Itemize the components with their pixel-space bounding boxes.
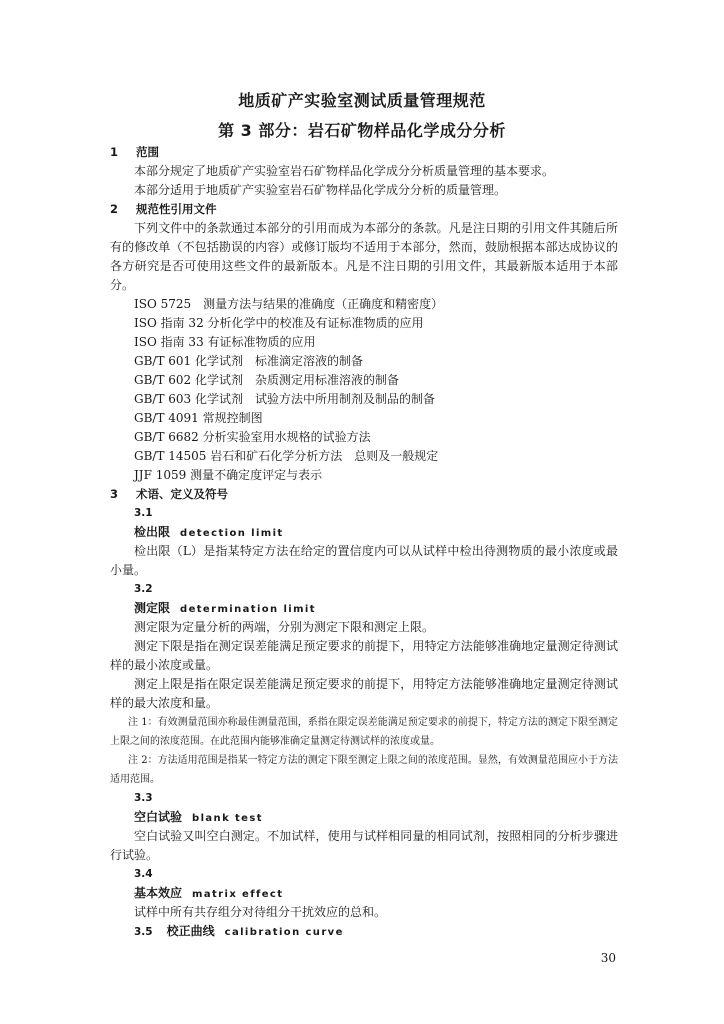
section-title: 术语、定义及符号 [136,487,228,501]
term-zh: 校正曲线 [166,924,215,938]
term-number: 3.4 [134,868,153,880]
section-title: 规范性引用文件 [136,202,217,216]
term-zh: 检出限 [134,525,171,539]
document-title: 地质矿产实验室测试质量管理规范 [238,91,486,110]
term-definition: 测定下限是指在测定误差能满足预定要求的前提下，用特定方法能够准确地定量测定待测试样的最小浓度或量。 [110,639,618,672]
term-number: 3.3 [134,792,153,804]
reference-item: JJF 1059 测量不确定度评定与表示 [134,468,323,482]
reference-item: ISO 指南 33 有证标准物质的应用 [134,335,316,349]
reference-item: GB/T 603 化学试剂 试验方法中所用制剂及制品的制备 [134,392,435,406]
term-definition: 空白试验又叫空白测定。不加试样，使用与试样相同量的相同试剂，按照相同的分析步骤进行试验。 [110,829,618,862]
reference-item: ISO 5725 测量方法与结果的准确度（正确度和精密度） [134,297,444,311]
term-heading [110,808,618,827]
term-en: blank test [192,813,263,824]
term-zh: 空白试验 [134,810,183,824]
document-subtitle: 第 3 部分：岩石矿物样品化学成分分析 [218,121,506,140]
term-number: 3.1 [134,507,153,519]
note: 注 2：方法适用范围是指某一特定方法的测定下限至测定上限之间的浓度范围。显然，有效测量范围应小于方法适用范围。 [110,755,618,785]
section-heading-scope [110,143,618,162]
term-en: matrix effect [192,889,284,900]
section-heading-terms [110,485,618,504]
term-number: 3.5 [134,926,153,938]
term-number: 3.2 [134,583,153,595]
paragraph: 本部分规定了地质矿产实验室岩石矿物样品化学成分分析质量管理的基本要求。 [134,164,555,178]
reference-item: GB/T 601 化学试剂 标准滴定溶液的制备 [134,354,363,368]
term-heading [110,523,618,542]
term-heading [110,599,618,618]
term-en: determination limit [180,604,316,615]
reference-item: GB/T 4091 常规控制图 [134,411,263,425]
document-body [110,143,618,941]
section-title: 范围 [136,145,159,159]
section-number: 2 [110,202,119,216]
term-definition: 试样中所有共存组分对待组分干扰效应的总和。 [134,905,387,919]
term-en: detection limit [180,528,284,539]
reference-item: GB/T 602 化学试剂 杂质测定用标准溶液的制备 [134,373,399,387]
paragraph: 下列文件中的条款通过本部分的引用而成为本部分的条款。凡是注日期的引用文件其随后所有的修改单（不包括勘误的内容）或修订版均不适用于本部分，然而，鼓励根据本部达成协议的各方研究是否可使用这些文件的最新版本。凡是不注日期的引用文件，其最新版本适用于本部分。 [110,221,618,292]
section-heading-normative-references [110,200,618,219]
note: 注 1：有效测量范围亦称最佳测量范围，系指在限定误差能满足预定要求的前提下，特定方法的测定下限至测定上限之间的浓度范围。在此范围内能够准确定量测定待测试样的浓度或量。 [110,717,618,747]
term-definition: 测定上限是指在限定误差能满足预定要求的前提下，用特定方法能够准确地定量测定待测试样的最大浓度和量。 [110,677,618,710]
paragraph: 本部分适用于地质矿产实验室岩石矿物样品化学成分分析的质量管理。 [134,183,507,197]
term-definition: 检出限（L）是指某特定方法在给定的置信度内可以从试样中检出待测物质的最小浓度或最小量。 [110,544,618,577]
term-heading [110,884,618,903]
section-number: 1 [110,145,119,159]
reference-item: ISO 指南 32 分析化学中的校准及有证标准物质的应用 [134,316,424,330]
term-definition: 测定限为定量分析的两端，分别为测定下限和测定上限。 [134,620,435,634]
term-heading [110,922,618,941]
page-number: 30 [600,951,616,965]
term-en: calibration curve [224,927,344,938]
term-zh: 测定限 [134,601,171,615]
section-number: 3 [110,487,119,501]
term-zh: 基本效应 [134,886,183,900]
reference-item: GB/T 14505 岩石和矿石化学分析方法 总则及一般规定 [134,449,439,463]
reference-item: GB/T 6682 分析实验室用水规格的试验方法 [134,430,371,444]
